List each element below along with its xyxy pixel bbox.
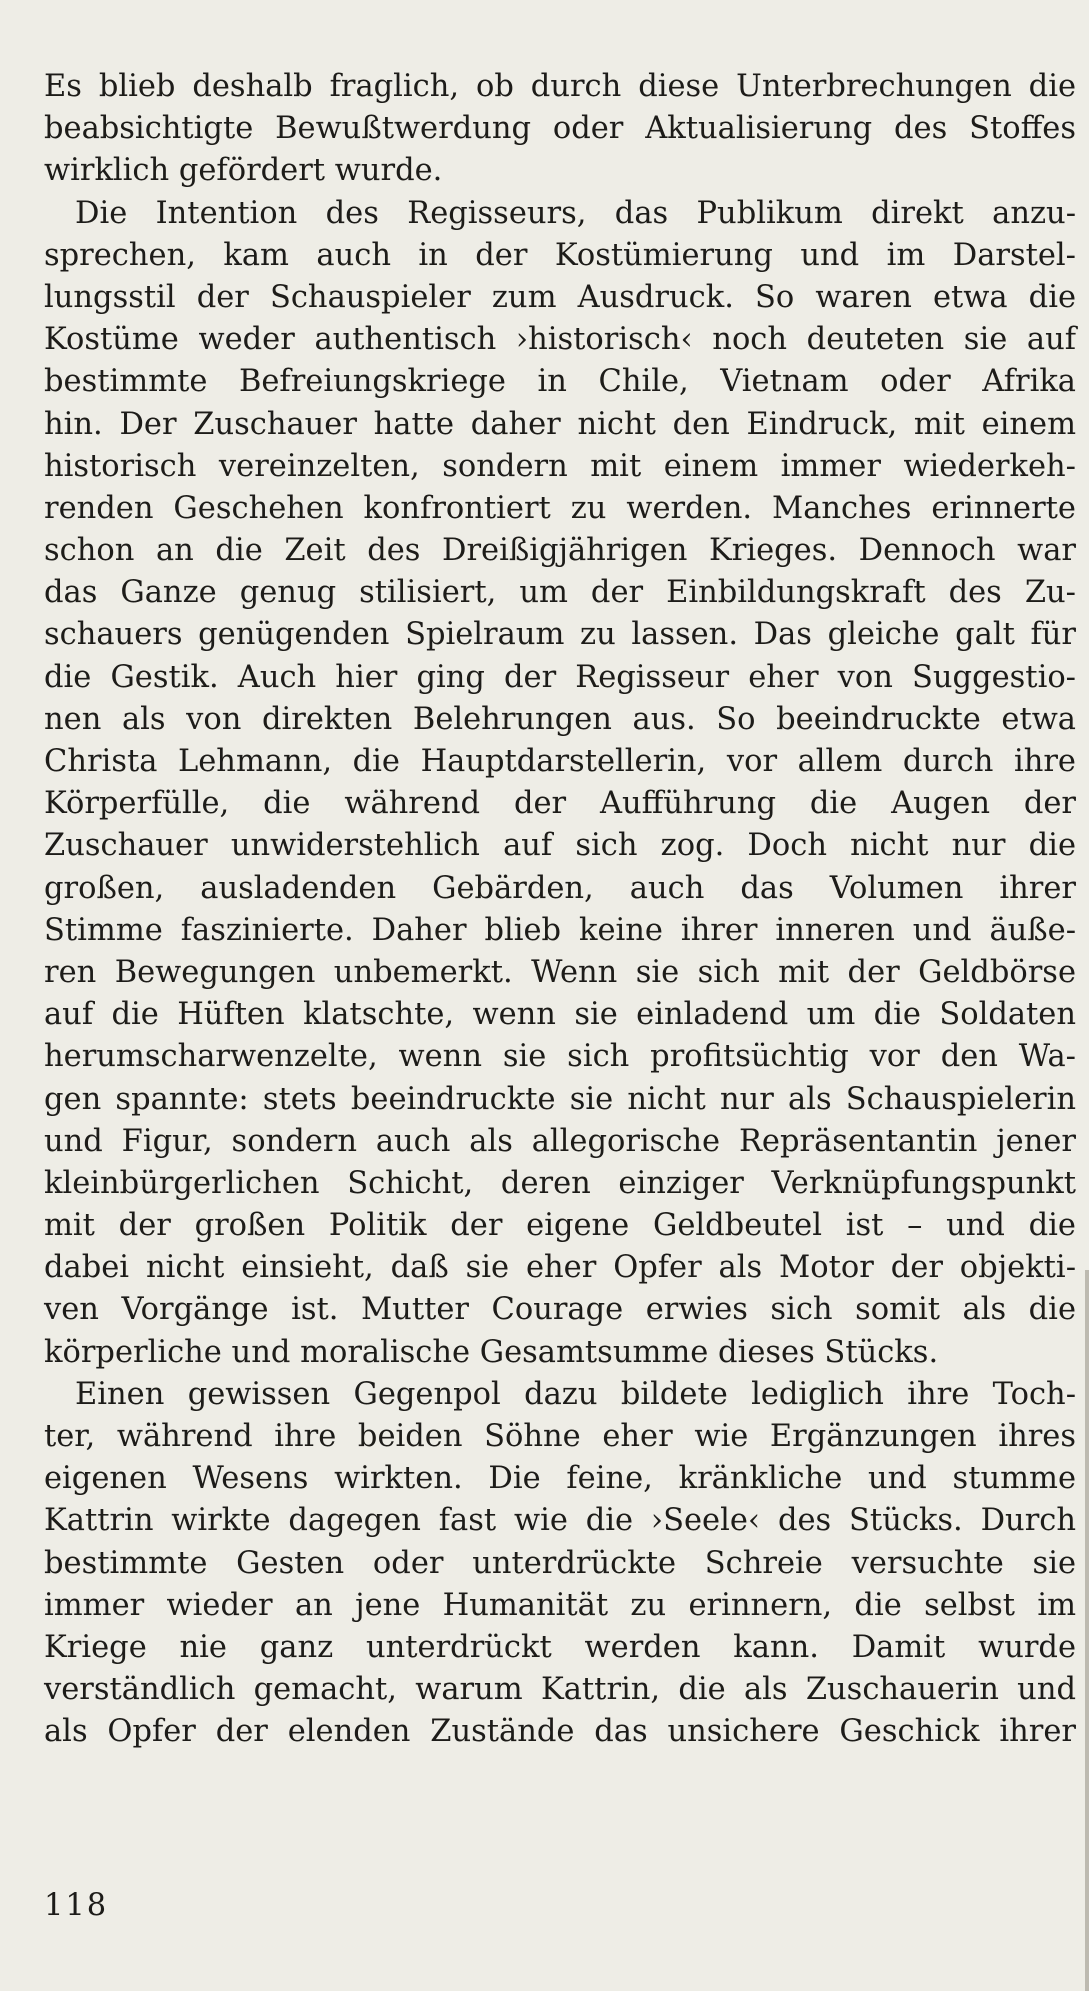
text-line: Kattrin wirkte dagegen fast wie die ›Seele‹ des Stücks. Durch: [44, 1503, 1076, 1539]
text-line: Kostüme weder authentisch ›historisch‹ noch deuteten sie auf: [44, 322, 1076, 358]
text-line: Die Intention des Regisseurs, das Publikum direkt anzu-: [75, 195, 1076, 231]
text-line: als Opfer der elenden Zustände das unsichere Geschick ihrer: [44, 1714, 1076, 1750]
text-line: großen, ausladenden Gebärden, auch das Volumen ihrer: [44, 870, 1076, 906]
text-line: schauers genügenden Spielraum zu lassen. Das gleiche galt für: [44, 617, 1076, 653]
text-line: das Ganze genug stilisiert, um der Einbildungskraft des Zu-: [44, 575, 1076, 611]
text-line: beabsichtigte Bewußtwerdung oder Aktualisierung des Stoffes: [44, 111, 1076, 147]
text-line: körperliche und moralische Gesamtsumme dieses Stücks.: [44, 1334, 939, 1370]
text-line: mit der großen Politik der eigene Geldbeutel ist – und die: [44, 1208, 1076, 1244]
text-line: verständlich gemacht, warum Kattrin, die als Zuschauerin und: [44, 1672, 1076, 1708]
text-line: eigenen Wesens wirkten. Die feine, kränkliche und stumme: [44, 1461, 1076, 1497]
text-line: nen als von direkten Belehrungen aus. So beeindruckte etwa: [44, 701, 1076, 737]
text-line: die Gestik. Auch hier ging der Regisseur eher von Suggestio-: [44, 659, 1076, 695]
text-line: und Figur, sondern auch als allegorische Repräsentantin jener: [44, 1123, 1076, 1159]
text-line: sprechen, kam auch in der Kostümierung und im Darstel-: [44, 237, 1076, 273]
text-line: immer wieder an jene Humanität zu erinnern, die selbst im: [44, 1587, 1076, 1623]
text-line: Es blieb deshalb fraglich, ob durch diese Unterbrechungen die: [44, 69, 1076, 104]
body-text: [44, 66, 1076, 1754]
text-line: herumscharwenzelte, wenn sie sich profitsüchtig vor den Wa-: [44, 1039, 1076, 1075]
text-line: lungsstil der Schauspieler zum Ausdruck. So waren etwa die: [44, 279, 1076, 315]
text-line: hin. Der Zuschauer hatte daher nicht den Eindruck, mit einem: [44, 406, 1076, 442]
text-line: bestimmte Befreiungskriege in Chile, Vietnam oder Afrika: [44, 364, 1076, 400]
text-line: Körperfülle, die während der Aufführung die Augen der: [44, 786, 1076, 822]
text-line: wirklich gefördert wurde.: [44, 153, 443, 189]
text-line: schon an die Zeit des Dreißigjährigen Krieges. Dennoch war: [44, 533, 1076, 569]
binding-edge-shadow: [1085, 1270, 1089, 1991]
text-line: auf die Hüften klatschte, wenn sie einladend um die Soldaten: [44, 997, 1076, 1033]
text-line: renden Geschehen konfrontiert zu werden. Manches erinnerte: [44, 490, 1076, 526]
text-line: ter, während ihre beiden Söhne eher wie Ergänzungen ihres: [44, 1419, 1076, 1454]
text-line: Einen gewissen Gegenpol dazu bildete lediglich ihre Toch-: [75, 1376, 1076, 1412]
text-line: Christa Lehmann, die Hauptdarstellerin, vor allem durch ihre: [44, 744, 1076, 779]
text-line: historisch vereinzelten, sondern mit einem immer wiederkeh-: [44, 448, 1076, 484]
page-number: 118: [44, 1888, 109, 1923]
text-line: gen spannte: stets beeindruckte sie nicht nur als Schauspielerin: [44, 1081, 1076, 1117]
text-line: ren Bewegungen unbemerkt. Wenn sie sich mit der Geldbörse: [44, 954, 1076, 990]
text-line: Kriege nie ganz unterdrückt werden kann. Damit wurde: [44, 1629, 1076, 1665]
text-line: Stimme faszinierte. Daher blieb keine ihrer inneren und äuße-: [44, 912, 1076, 948]
text-line: dabei nicht einsieht, daß sie eher Opfer als Motor der objekti-: [44, 1250, 1076, 1286]
text-line: Zuschauer unwiderstehlich auf sich zog. Doch nicht nur die: [44, 828, 1076, 864]
text-line: bestimmte Gesten oder unterdrückte Schreie versuchte sie: [44, 1545, 1076, 1581]
text-line: kleinbürgerlichen Schicht, deren einziger Verknüpfungspunkt: [44, 1165, 1076, 1201]
text-line: ven Vorgänge ist. Mutter Courage erwies sich somit als die: [44, 1292, 1076, 1328]
